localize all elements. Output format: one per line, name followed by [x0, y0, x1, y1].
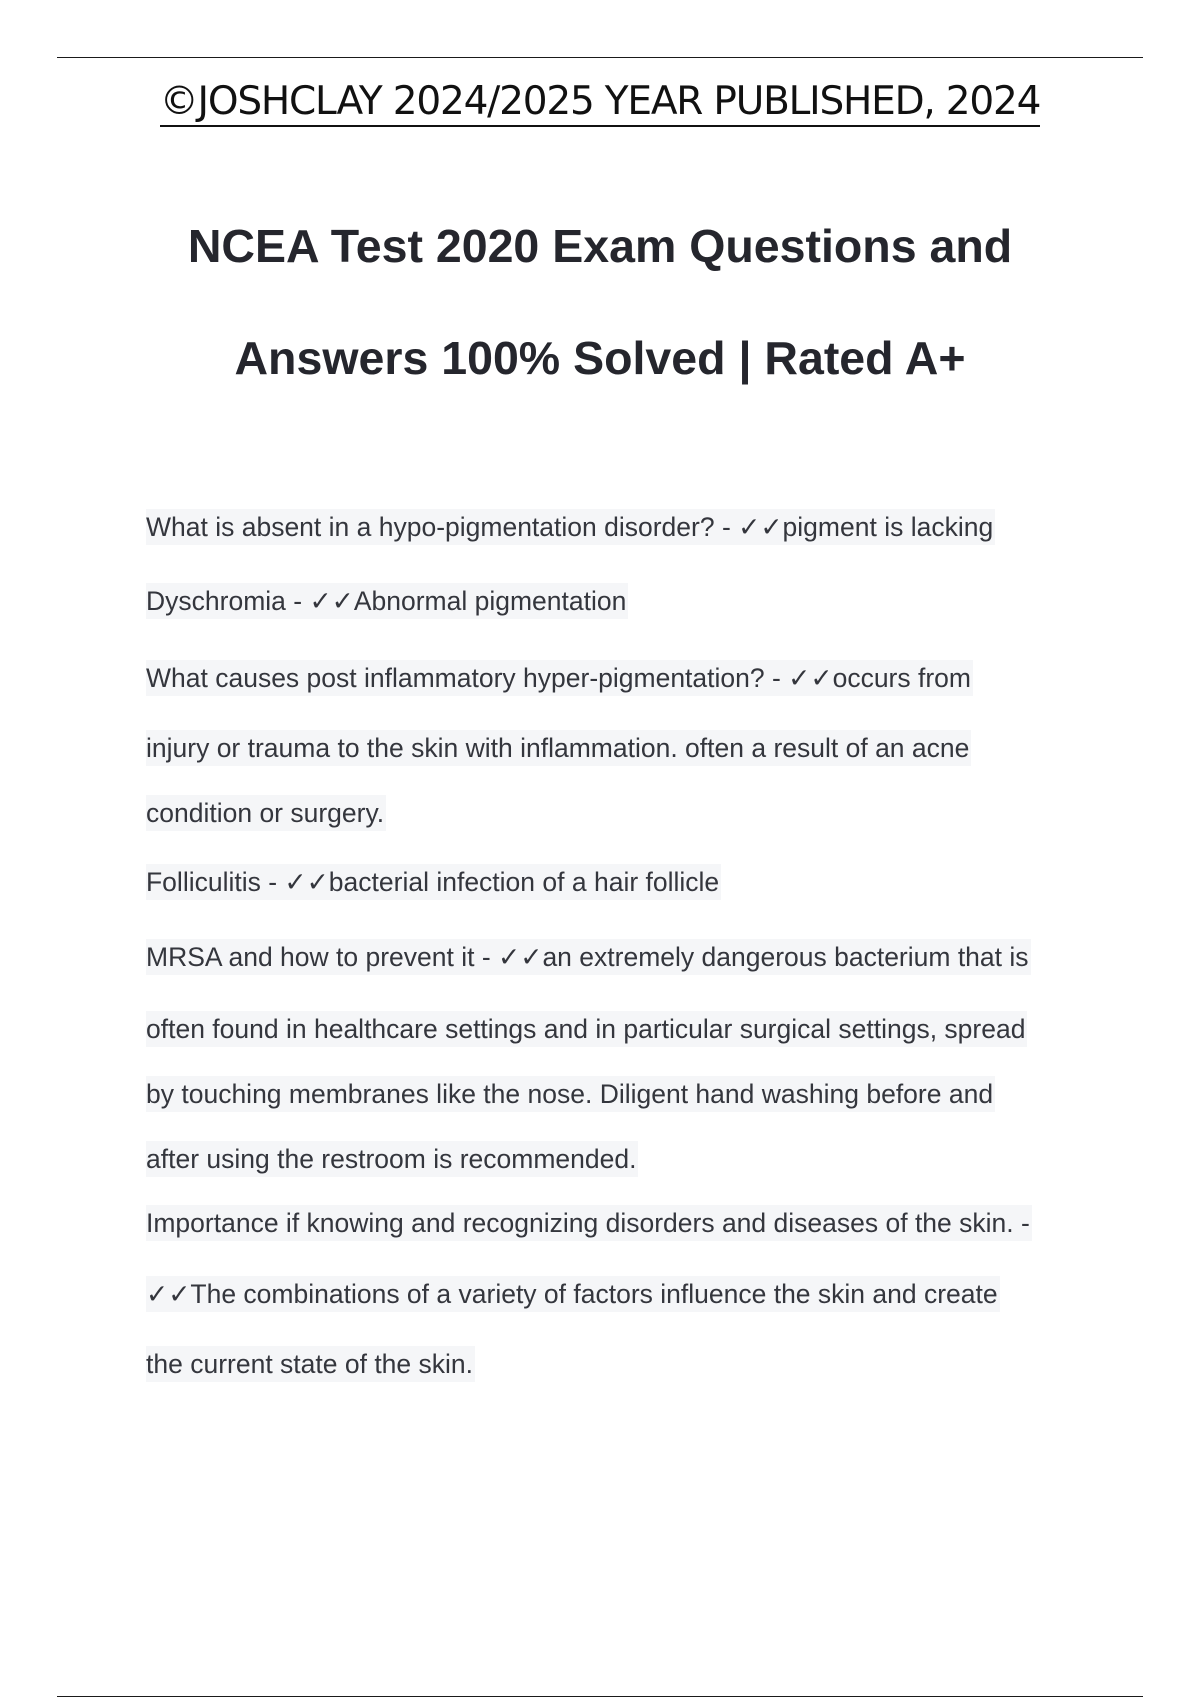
- qa-line: injury or trauma to the skin with inflammation. often a result of an acne: [146, 730, 971, 766]
- qa-line: Folliculitis - ✓✓bacterial infection of a hair follicle: [146, 864, 721, 900]
- qa-line: condition or surgery.: [146, 795, 386, 831]
- qa-line: What is absent in a hypo-pigmentation disorder? - ✓✓pigment is lacking: [146, 509, 995, 545]
- qa-line: MRSA and how to prevent it - ✓✓an extremely dangerous bacterium that is: [146, 939, 1031, 975]
- document-title-line-2: Answers 100% Solved | Rated A+: [234, 332, 966, 384]
- top-rule: [57, 57, 1143, 58]
- qa-line: the current state of the skin.: [146, 1346, 475, 1382]
- document-title-line-1: NCEA Test 2020 Exam Questions and: [187, 220, 1013, 272]
- qa-line: ✓✓The combinations of a variety of factors influence the skin and create: [146, 1276, 1000, 1312]
- qa-line: What causes post inflammatory hyper-pigmentation? - ✓✓occurs from: [146, 660, 973, 696]
- qa-line: Importance if knowing and recognizing disorders and diseases of the skin. -: [146, 1205, 1032, 1241]
- copyright-text: ©JOSHCLAY 2024/2025 YEAR PUBLISHED, 2024: [160, 79, 1041, 127]
- qa-line: by touching membranes like the nose. Diligent hand washing before and: [146, 1076, 995, 1112]
- qa-line: after using the restroom is recommended.: [146, 1141, 638, 1177]
- copyright-header: [0, 72, 1200, 132]
- qa-line: Dyschromia - ✓✓Abnormal pigmentation: [146, 583, 628, 619]
- bottom-rule: [57, 1696, 1143, 1697]
- qa-line: often found in healthcare settings and in particular surgical settings, spread: [146, 1011, 1027, 1047]
